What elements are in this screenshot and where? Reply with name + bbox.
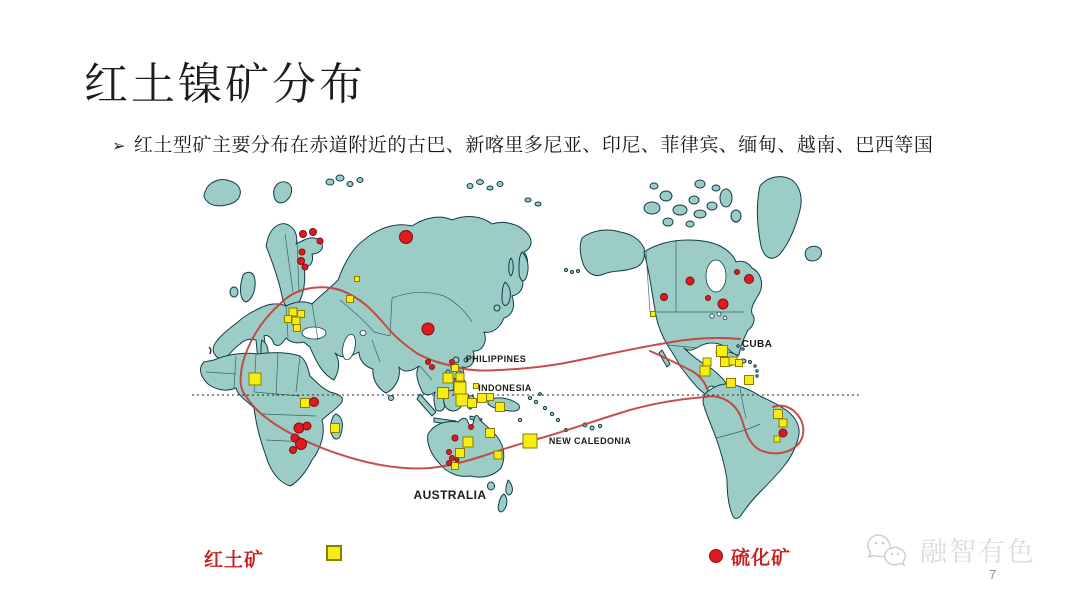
laterite-marker <box>651 312 656 317</box>
laterite-marker <box>331 424 340 433</box>
bullet-arrow-icon: ➢ <box>112 138 126 155</box>
legend-laterite-label: 红土矿 <box>204 550 265 571</box>
sulfide-marker <box>661 294 668 301</box>
landmass-new-zealand-north <box>506 480 513 495</box>
laterite-marker <box>456 394 468 406</box>
sulfide-marker <box>455 458 459 462</box>
legend-laterite-swatch <box>326 545 342 561</box>
laterite-marker <box>774 410 783 419</box>
sulfide-marker <box>296 439 307 450</box>
laterite-marker <box>456 449 465 458</box>
landmass-greenland <box>757 177 801 259</box>
landmass-new-zealand-south <box>498 494 507 512</box>
landmass-sri-lanka <box>389 396 394 401</box>
landmass-iceland <box>805 246 821 261</box>
legend-sulfide-label: 硫化矿 <box>731 548 792 569</box>
laterite-marker <box>298 311 305 318</box>
sulfide-marker <box>447 461 452 466</box>
sulfide-marker <box>452 435 458 441</box>
sulfide-marker <box>450 456 455 461</box>
aleutian-islands <box>565 269 580 274</box>
sulfide-marker <box>298 258 305 265</box>
sulfide-marker <box>779 429 787 437</box>
canadian-arctic-islands <box>644 180 741 227</box>
laterite-marker <box>721 358 730 367</box>
sulfide-marker <box>317 238 323 244</box>
bullet-text: 红土型矿主要分布在赤道附近的古巴、新喀里多尼亚、印尼、菲律宾、缅甸、越南、巴西等国 <box>133 135 934 156</box>
sulfide-marker <box>745 275 754 284</box>
map-label-indonesia: INDONESIA <box>478 383 532 393</box>
landmass-japan-south <box>494 305 500 311</box>
sulfide-marker <box>422 323 434 335</box>
laterite-marker <box>456 373 464 381</box>
sulfide-marker <box>400 231 413 244</box>
landmass-alaska <box>580 230 644 276</box>
laterite-marker <box>452 463 459 470</box>
laterite-marker <box>438 388 449 399</box>
black-sea <box>302 327 326 339</box>
sulfide-marker <box>302 264 308 270</box>
laterite-marker <box>703 358 711 366</box>
landmass-arctic-islet <box>274 182 292 203</box>
sulfide-marker <box>299 249 305 255</box>
laterite-marker <box>523 434 537 448</box>
great-lake <box>723 316 727 320</box>
laterite-marker <box>774 436 780 442</box>
laterite-marker <box>289 308 297 316</box>
laterite-marker <box>463 437 473 447</box>
great-lake <box>717 312 721 316</box>
atlantic-islet-mark <box>209 347 211 354</box>
laterite-marker <box>700 366 710 376</box>
laterite-marker <box>443 373 453 383</box>
laterite-marker <box>494 451 502 459</box>
laterite-marker <box>347 296 354 303</box>
laterite-marker <box>745 376 754 385</box>
laterite-marker <box>454 382 466 394</box>
sulfide-marker <box>447 450 452 455</box>
sulfide-marker <box>706 296 711 301</box>
landmass-sakhalin <box>509 258 514 276</box>
landmass-britain <box>241 272 256 302</box>
wechat-logo-icon <box>864 522 922 585</box>
aral-sea <box>360 331 366 336</box>
pacific-islands <box>518 393 601 432</box>
map-label-philippines: PHILIPPINES <box>465 354 527 364</box>
laterite-marker <box>285 316 292 323</box>
landmass-ireland <box>230 287 238 297</box>
laterite-marker <box>468 399 477 408</box>
landmasses <box>201 175 822 519</box>
laterite-marker <box>779 419 787 427</box>
watermark-text: 融智有色 <box>920 537 1036 567</box>
laterite-marker <box>292 317 300 325</box>
sulfide-marker <box>303 422 311 430</box>
laterite-marker <box>736 360 743 367</box>
landmass-iceland-left <box>204 180 240 206</box>
sulfide-marker <box>300 231 307 238</box>
map-label-australia: AUSTRALIA <box>413 488 487 502</box>
sulfide-marker <box>718 299 728 309</box>
laterite-marker <box>301 399 310 408</box>
great-lake <box>710 314 714 318</box>
laterite-marker <box>717 346 728 357</box>
sulfide-marker <box>426 360 431 365</box>
sulfide-marker <box>310 398 319 407</box>
arctic-islands <box>326 175 541 206</box>
laterite-marker <box>496 403 505 412</box>
sulfide-marker <box>450 360 455 365</box>
sulfide-marker <box>310 229 317 236</box>
landmass-africa <box>201 353 343 486</box>
map-label-new-caledonia: NEW CALEDONIA <box>548 436 632 446</box>
landmass-tasmania <box>488 482 495 490</box>
laterite-marker <box>486 429 495 438</box>
sulfide-marker <box>469 425 474 430</box>
laterite-marker <box>294 325 301 332</box>
laterite-marker <box>478 394 487 403</box>
legend-sulfide-swatch <box>709 549 723 563</box>
laterite-marker <box>727 379 736 388</box>
sulfide-marker <box>686 277 694 285</box>
slide-title: 红土镍矿分布 <box>84 60 366 109</box>
laterite-marker <box>487 394 494 401</box>
laterite-marker <box>249 373 261 385</box>
sulfide-marker <box>430 365 435 370</box>
landmass-scandinavia <box>266 224 322 309</box>
laterite-marker <box>452 365 459 372</box>
map-label-cuba: CUBA <box>741 339 773 350</box>
laterite-marker <box>355 277 360 282</box>
hudson-bay <box>706 260 726 292</box>
sulfide-marker <box>290 447 297 454</box>
sulfide-marker <box>294 423 304 433</box>
sulfide-marker <box>735 270 740 275</box>
page-number: 7 <box>989 567 997 582</box>
